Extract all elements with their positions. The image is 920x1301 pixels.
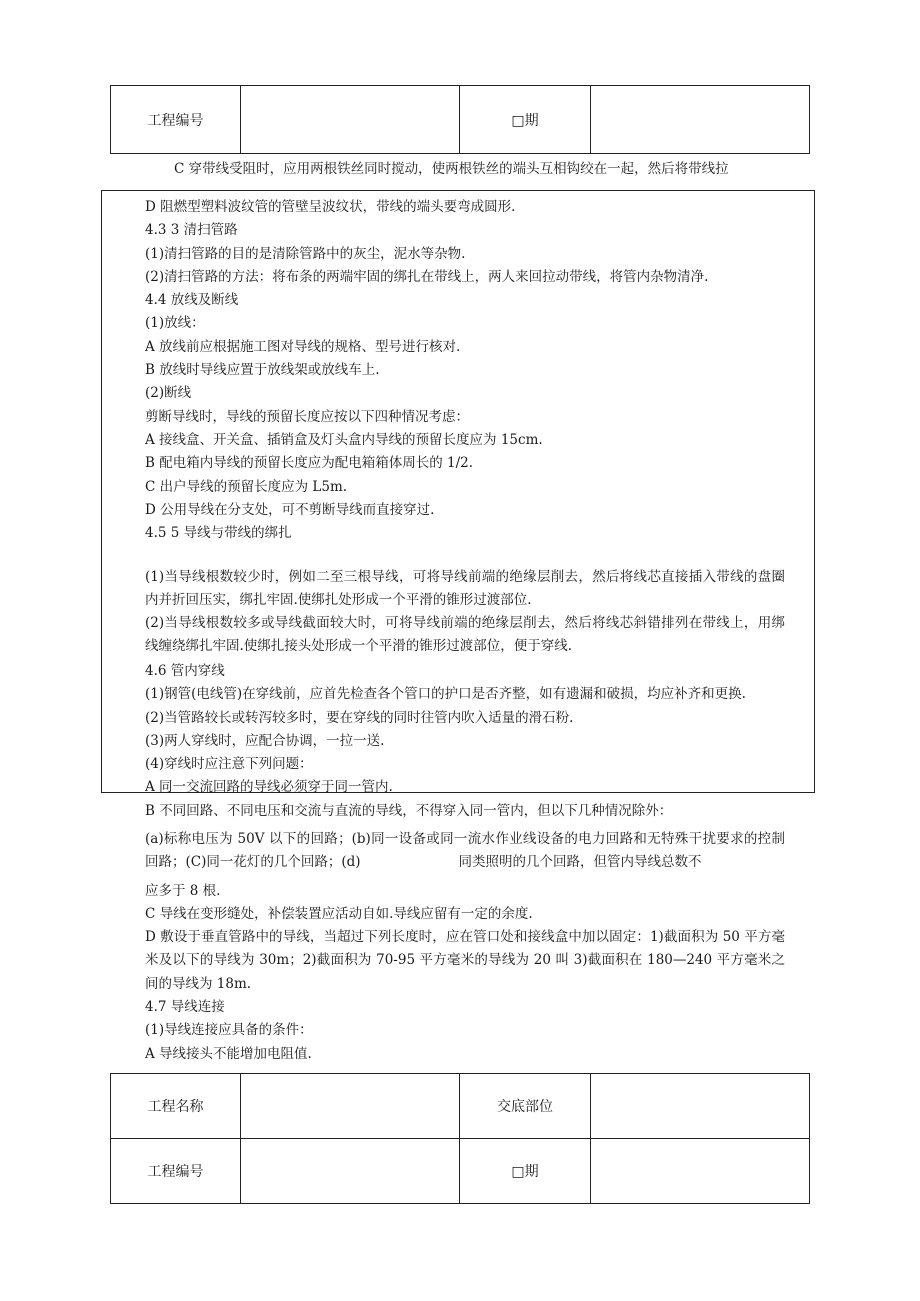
carry-over-line: C 穿带线受阻时，应用两根铁丝同时搅动，使两根铁丝的端头互相钩绞在一起，然后将带线拉	[174, 161, 729, 177]
paragraph-part: 同类照明的几个回路，但管内导线总数不	[458, 854, 702, 871]
text-line: (2)当管路较长或转泻较多时，要在穿线的同时往管内吹入适量的滑石粉.	[145, 709, 574, 726]
text-line: (1)放线：	[145, 315, 205, 332]
section-heading: 4.6 管内穿线	[145, 663, 225, 679]
content-lines-c	[145, 903, 785, 926]
project-name-label: 工程名称	[111, 1074, 241, 1139]
text-line: A 同一交流回路的导线必须穿于同一管内.	[145, 779, 393, 796]
text-line: B 不同回路、不同电压和交流与直流的导线，不得穿入同一管内，但以下几种情况除外：	[145, 802, 673, 819]
paragraph	[145, 828, 785, 875]
text-line: (3)两人穿线时，应配合协调，一拉一送.	[145, 732, 385, 749]
section-heading: 4.5 5 导线与带线的绑扎	[145, 525, 292, 542]
bottom-header-table	[110, 1073, 810, 1204]
date-value	[591, 1139, 810, 1204]
section-heading: 4.3 3 清扫管路	[145, 222, 238, 239]
date-value	[591, 86, 810, 154]
text-line: (2)断线	[145, 385, 192, 402]
table-row	[111, 86, 810, 154]
table-row	[111, 1074, 810, 1139]
text-line: (2)清扫管路的方法：将布条的两端牢固的绑扎在带线上，两人来回拉动带线，将管内杂物清净.	[145, 268, 709, 285]
project-number-value	[241, 1139, 460, 1204]
paragraph: (1)当导线根数较少时，例如二至三根导线，可将导线前端的绝缘层削去，然后将线芯直接插入带线的盘圈内并折回压实，绑扎牢固.使绑扎处形成一个平滑的锥形过渡部位.	[145, 569, 785, 609]
paragraph-part: (a)标称电压为 50V 以下的回路；(b)同一设备或同一流水作业线设备的电力回路和无特殊干扰要求的控制回路；(C)同一花灯的几个回路；(d)	[145, 831, 785, 871]
content-lines-a	[145, 196, 785, 545]
text-line: A 放线前应根据施工图对导线的规格、型号进行核对.	[145, 338, 461, 355]
text-line: D 阻燃型塑料波纹管的管壁呈波纹状，带线的端头要弯成圆形.	[145, 199, 516, 215]
content-lines-d	[145, 996, 785, 1066]
text-line: A 导线接头不能增加电阻值.	[145, 1045, 312, 1062]
section-heading: 4.7 导线连接	[145, 999, 225, 1015]
content-lines-b	[145, 660, 785, 823]
project-name-value	[241, 1074, 460, 1139]
handover-part-label: 交底部位	[460, 1074, 591, 1139]
top-header-table	[110, 85, 810, 154]
project-number-label: 工程编号	[111, 86, 241, 154]
text-line: B 配电箱内导线的预留长度应为配电箱箱体周长的 1/2.	[145, 455, 474, 472]
section-heading: 4.4 放线及断线	[145, 292, 239, 309]
text-line: A 接线盒、开关盒、插销盒及灯头盒内导线的预留长度应为 15cm.	[145, 431, 543, 448]
text-line: (1)导线连接应具备的条件：	[145, 1022, 313, 1039]
paragraph: D 敷设于垂直管路中的导线，当超过下列长度时，应在管口处和接线盒中加以固定：1)截面积为 50 平方毫米及以下的导线为 30m；2)截面积为 70-95 平方毫米的导线为 20 叫 3)截面积在 180—240 平方毫米之间的导线为 18m.	[145, 929, 785, 992]
text-line: (1)钢管(电线管)在穿线前，应首先检查各个管口的护口是否齐整，如有遗漏和破损，均应补齐和更换.	[145, 686, 746, 703]
date-label: □期	[460, 1139, 591, 1204]
paragraph: (2)当导线根数较多或导线截面较大时，可将导线前端的绝缘层削去，然后将线芯斜错排列在带线上，用绑线缠绕绑扎牢固.使绑扎接头处形成一个平滑的锥形过渡部位，便于穿线.	[145, 615, 785, 655]
text-line: 剪断导线时，导线的预留长度应按以下四种情况考虑：	[145, 408, 469, 425]
text-line: (1)清扫管路的目的是清除管路中的灰尘，泥水等杂物.	[145, 245, 466, 262]
text-line: C 导线在变形缝处，补偿装置应活动自如.导线应留有一定的余度.	[145, 906, 533, 922]
text-line: B 放线时导线应置于放线架或放线车上.	[145, 362, 380, 379]
text-line: C 出户导线的预留长度应为 L5m.	[145, 478, 348, 495]
project-number-label: 工程编号	[111, 1139, 241, 1204]
date-label: □期	[460, 86, 591, 154]
handover-part-value	[591, 1074, 810, 1139]
paragraph-end: 应多于 8 根.	[145, 883, 221, 899]
table-row	[111, 1139, 810, 1204]
project-number-value	[241, 86, 460, 154]
text-line: D 公用导线在分支处，可不剪断导线而直接穿过.	[145, 501, 435, 518]
text-line: (4)穿线时应注意下列问题：	[145, 756, 313, 773]
